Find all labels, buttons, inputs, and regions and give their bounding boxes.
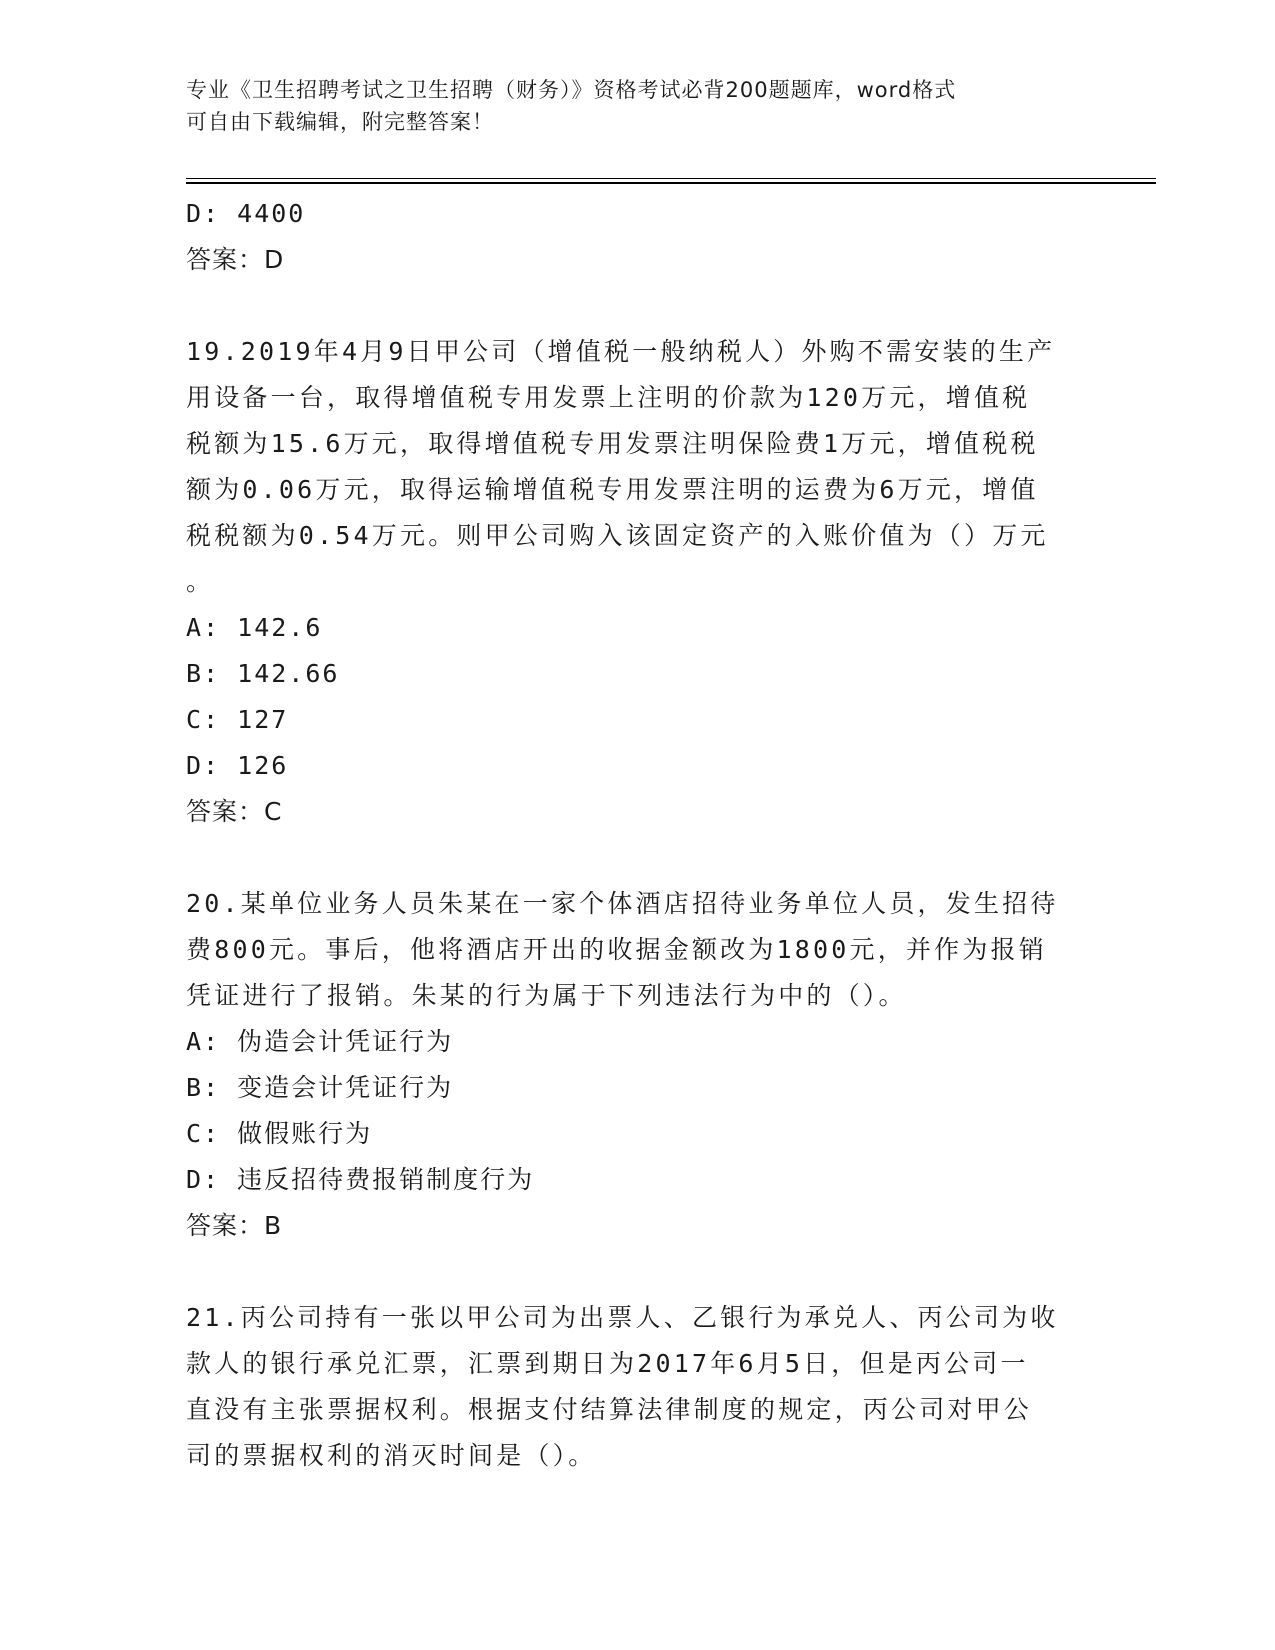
question-19-option-a: A: 142.6 — [186, 613, 323, 642]
question-20-option-a: A: 伪造会计凭证行为 — [186, 1027, 454, 1056]
document-header — [186, 74, 1066, 138]
question-21-text-line: 司的票据权利的消灭时间是（）。 — [186, 1441, 597, 1470]
header-divider-thin — [186, 178, 1156, 179]
question-21-text-line: 款人的银行承兑汇票，汇票到期日为2017年6月5日，但是丙公司一 — [186, 1349, 1029, 1378]
question-19-text-line: 用设备一台，取得增值税专用发票上注明的价款为120万元，增值税 — [186, 383, 1031, 412]
question-21-text-line: 21.丙公司持有一张以甲公司为出票人、乙银行为承兑人、丙公司为收 — [186, 1303, 1059, 1332]
question-19-text-line: 税税额为0.54万元。则甲公司购入该固定资产的入账价值为（）万元 — [186, 521, 1049, 550]
question-20-text-line: 凭证进行了报销。朱某的行为属于下列违法行为中的（）。 — [186, 981, 907, 1010]
question-20-text-line: 20.某单位业务人员朱某在一家个体酒店招待业务单位人员，发生招待 — [186, 889, 1059, 918]
question-19-text-line: 税额为15.6万元，取得增值税专用发票注明保险费1万元，增值税税 — [186, 429, 1039, 458]
question-19-answer: 答案：C — [186, 797, 283, 826]
question-20-text-line: 费800元。事后，他将酒店开出的收据金额改为1800元，并作为报销 — [186, 935, 1047, 964]
question-20-option-b: B: 变造会计凭证行为 — [186, 1073, 454, 1102]
header-divider-thick — [186, 182, 1156, 184]
question-20-option-c: C: 做假账行为 — [186, 1119, 373, 1148]
question-19 — [186, 329, 1086, 835]
question-20 — [186, 881, 1086, 1249]
document-body — [186, 191, 1086, 1479]
question-19-text-line: 额为0.06万元，取得运输增值税专用发票注明的运费为6万元，增值 — [186, 475, 1039, 504]
question-20-option-d: D: 违反招待费报销制度行为 — [186, 1165, 535, 1194]
previous-answer: 答案：D — [186, 245, 285, 274]
question-21 — [186, 1295, 1086, 1479]
question-19-option-d: D: 126 — [186, 751, 289, 780]
question-19-text-line: 。 — [186, 567, 215, 596]
question-19-option-b: B: 142.66 — [186, 659, 340, 688]
question-19-option-c: C: 127 — [186, 705, 289, 734]
question-21-text-line: 直没有主张票据权利。根据支付结算法律制度的规定，丙公司对甲公 — [186, 1395, 1033, 1424]
header-title-line-1: 专业《卫生招聘考试之卫生招聘（财务）》资格考试必背200题题库，word格式 — [186, 78, 957, 102]
question-20-answer: 答案：B — [186, 1211, 283, 1240]
header-title-line-2: 可自由下载编辑，附完整答案！ — [186, 110, 494, 134]
previous-option-d: D: 4400 — [186, 199, 306, 228]
question-19-text-line: 19.2019年4月9日甲公司（增值税一般纳税人）外购不需安装的生产 — [186, 337, 1056, 366]
